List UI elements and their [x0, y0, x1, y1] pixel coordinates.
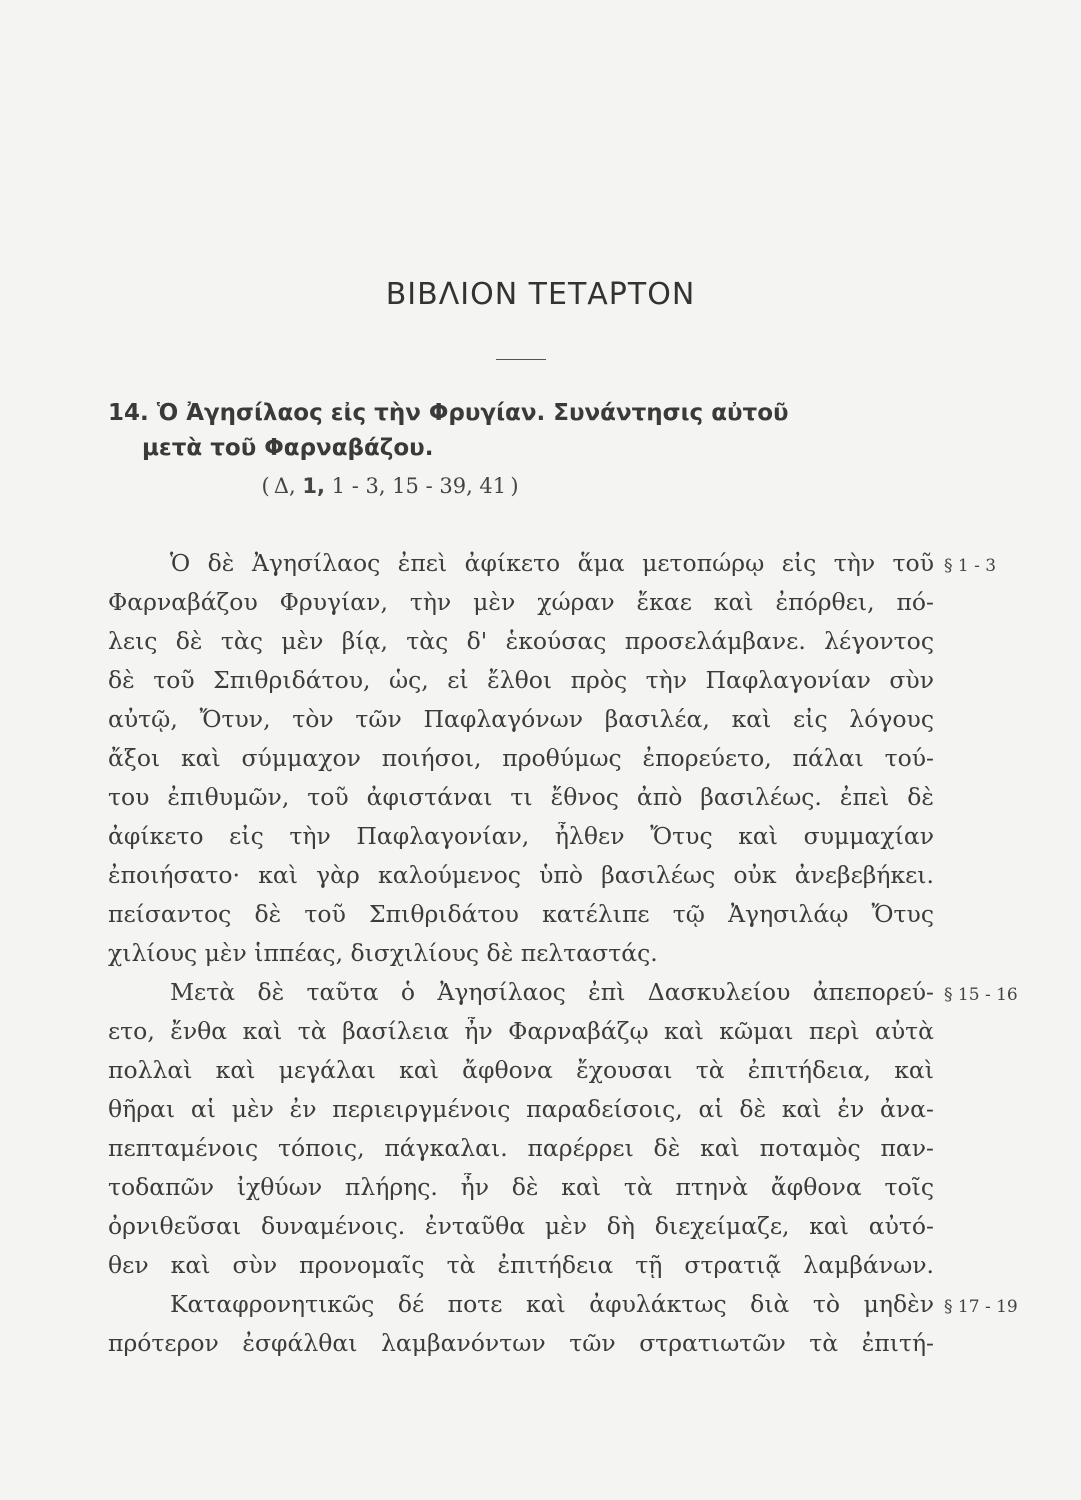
- source-reference: ( Δ, 1, 1 - 3, 15 - 39, 41 ): [261, 474, 519, 498]
- reference-book: Δ,: [273, 474, 296, 498]
- text-line: του ἐπιθυμῶν, τοῦ ἀφιστάναι τι ἔθνος ἀπὸ βασιλέως. ἐπεὶ δὲ: [108, 783, 934, 811]
- text-line: χιλίους μὲν ἱππέας, δισχιλίους δὲ πελταστάς.: [108, 939, 658, 967]
- reference-sections: 1 - 3, 15 - 39, 41: [331, 474, 507, 498]
- text-line: ετο, ἔνθα καὶ τὰ βασίλεια ἦν Φαρναβάζῳ καὶ κῶμαι περὶ αὐτὰ: [108, 1017, 934, 1045]
- text-line: Ὁ δὲ Ἀγησίλαος ἐπεὶ ἀφίκετο ἅμα μετοπώρῳ εἰς τὴν τοῦ: [170, 549, 934, 577]
- text-line: ἐποιήσατο· καὶ γὰρ καλούμενος ὑπὸ βασιλέως οὐκ ἀνεβεβήκει.: [108, 861, 934, 889]
- text-line: λεις δὲ τὰς μὲν βίᾳ, τὰς δ' ἑκούσας προσελάμβανε. λέγοντος: [108, 627, 934, 655]
- text-line: Καταφρονητικῶς δέ ποτε καὶ ἀφυλάκτως διὰ τὸ μηδὲν: [170, 1290, 934, 1318]
- text-line: πεπταμένοις τόποις, πάγκαλαι. παρέρρει δὲ καὶ ποταμὸς παν-: [108, 1134, 934, 1162]
- text-line: αὐτῷ, Ὄτυν, τὸν τῶν Παφλαγόνων βασιλέα, καὶ εἰς λόγους: [108, 705, 934, 733]
- chapter-heading-line-2: μετὰ τοῦ Φαρναβάζου.: [142, 435, 434, 461]
- text-line: ὀρνιθεῦσαι δυναμένοις. ἐνταῦθα μὲν δὴ διεχείμαζε, καὶ αὐτό-: [108, 1212, 934, 1240]
- margin-note: § 17 - 19: [944, 1297, 1018, 1317]
- text-line: πολλαὶ καὶ μεγάλαι καὶ ἄφθονα ἔχουσαι τὰ ἐπιτήδεια, καὶ: [108, 1056, 934, 1084]
- text-line: Φαρναβάζου Φρυγίαν, τὴν μὲν χώραν ἔκαε καὶ ἐπόρθει, πό-: [108, 588, 934, 616]
- text-line: τοδαπῶν ἰχθύων πλήρης. ἦν δὲ καὶ τὰ πτηνὰ ἄφθονα τοῖς: [108, 1173, 934, 1201]
- text-line: ἄξοι καὶ σύμμαχον ποιήσοι, προθύμως ἐπορεύετο, πάλαι τού-: [108, 744, 934, 772]
- text-line: δὲ τοῦ Σπιθριδάτου, ὡς, εἰ ἔλθοι πρὸς τὴν Παφλαγονίαν σὺν: [108, 666, 934, 694]
- text-line: θῆραι αἱ μὲν ἐν περιειργμένοις παραδείσοις, αἱ δὲ καὶ ἐν ἀνα-: [108, 1095, 934, 1123]
- text-line: πρότερον ἐσφάλθαι λαμβανόντων τῶν στρατιωτῶν τὰ ἐπιτή-: [108, 1329, 934, 1357]
- text-line: θεν καὶ σὺν προνομαῖς τὰ ἐπιτήδεια τῇ στρατιᾷ λαμβάνων.: [108, 1251, 934, 1279]
- title-divider: [496, 359, 546, 360]
- chapter-heading-line-1: 14. Ὁ Ἀγησίλαος εἰς τὴν Φρυγίαν. Συνάντησις αὐτοῦ: [108, 400, 789, 426]
- chapter-heading: [108, 396, 948, 466]
- text-line: ἀφίκετο εἰς τὴν Παφλαγονίαν, ἦλθεν Ὄτυς καὶ συμμαχίαν: [108, 822, 934, 850]
- reference-number: 1,: [302, 474, 325, 498]
- text-line: Μετὰ δὲ ταῦτα ὁ Ἀγησίλαος ἐπὶ Δασκυλείου ἀπεπορεύ-: [170, 978, 934, 1006]
- margin-note: § 1 - 3: [944, 556, 997, 576]
- margin-note: § 15 - 16: [944, 985, 1018, 1005]
- text-line: πείσαντος δὲ τοῦ Σπιθριδάτου κατέλιπε τῷ Ἀγησιλάῳ Ὄτυς: [108, 900, 934, 928]
- book-title: ΒΙΒΛΙΟΝ ΤΕΤΑΡΤΟΝ: [385, 277, 696, 312]
